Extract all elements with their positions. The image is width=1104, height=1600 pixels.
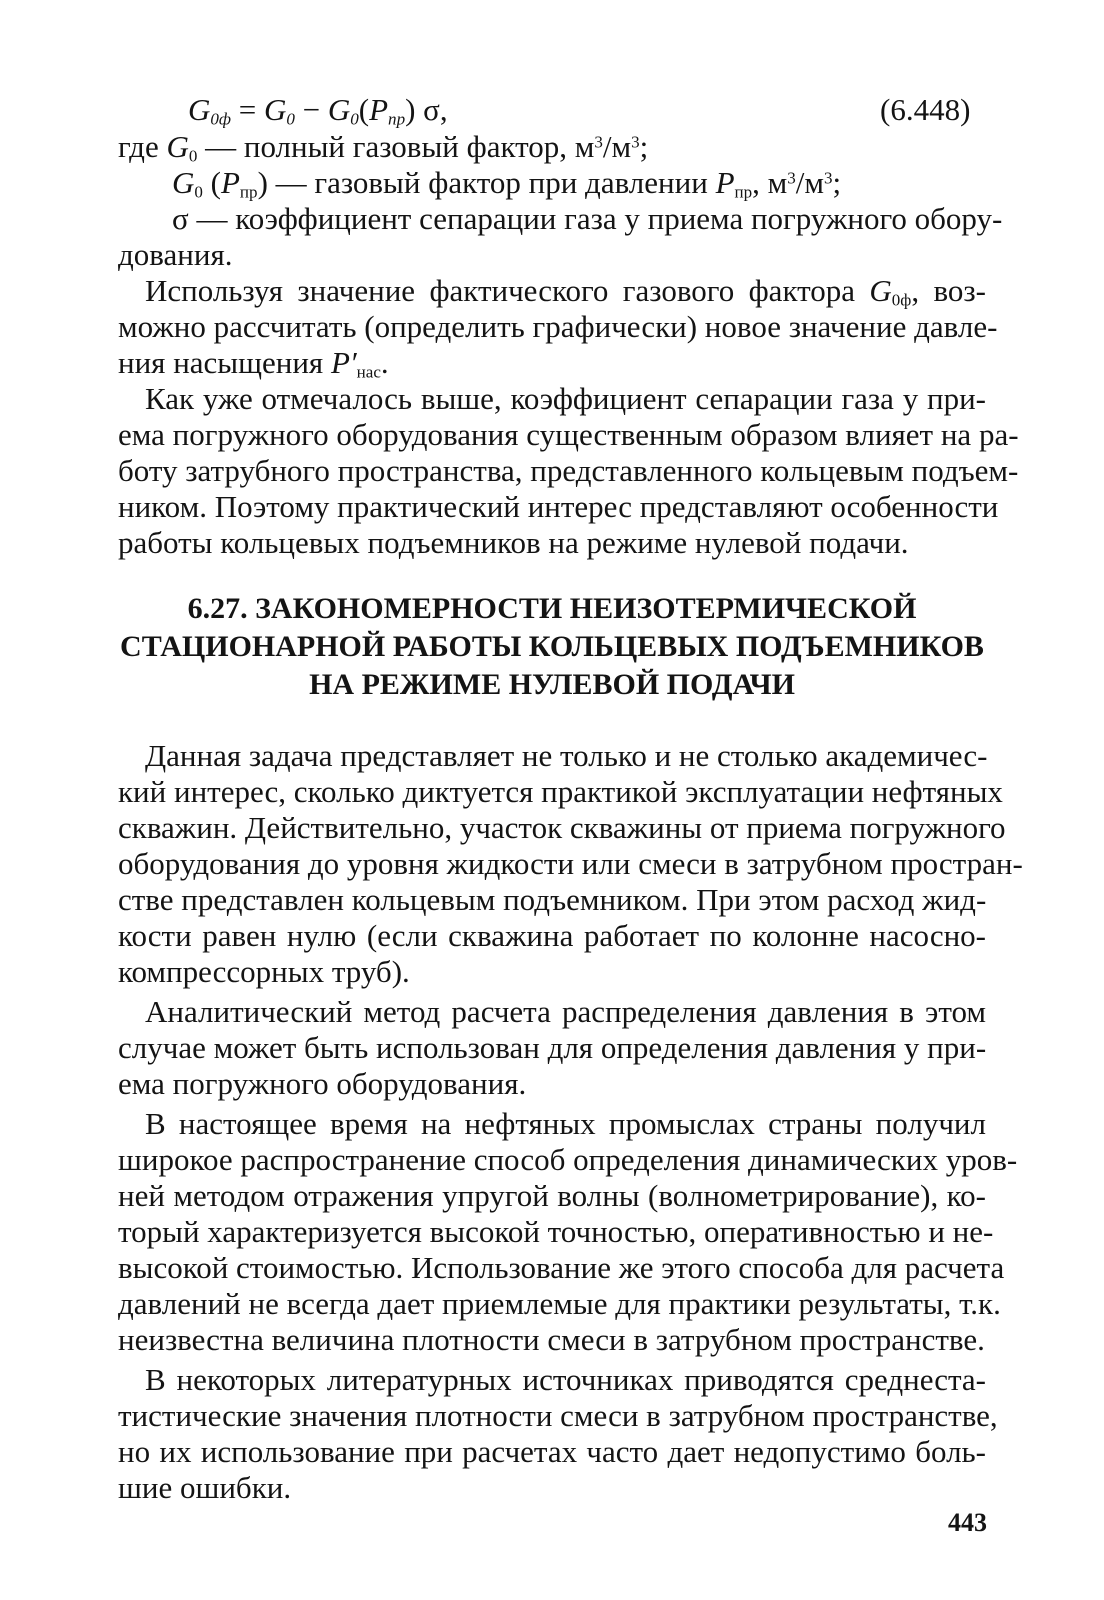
formula-subscript: 0ф [210, 109, 231, 129]
paragraph-line: оборудования до уровня жидкости или смеси в затрубном простран- [118, 846, 1023, 881]
symbol: P′ [330, 345, 357, 380]
paragraph-line: Как уже отмечалось выше, коэффициент сепарации газа у при- [145, 381, 986, 416]
subscript: нас [356, 362, 381, 382]
text: ; [639, 129, 649, 164]
paragraph-line: кости равен нулю (если скважина работает по колонне насосно- [118, 918, 986, 953]
symbol: G [166, 129, 189, 164]
symbol: P [220, 165, 240, 200]
symbol: G [172, 165, 195, 200]
text: /м [795, 165, 825, 200]
superscript: 3 [787, 168, 796, 188]
text: /м [602, 129, 632, 164]
paragraph-line: торый характеризуется высокой точностью, оперативностью и не- [118, 1214, 994, 1249]
text: , воз- [911, 273, 986, 308]
formula-subscript: пр [388, 109, 406, 129]
formula-operator: − [294, 92, 328, 127]
subscript: пр [734, 182, 753, 202]
paragraph-line: ема погружного оборудования существенным образом влияет на ра- [118, 417, 1019, 452]
paragraph-line: Аналитический метод расчета распределения давления в этом [145, 994, 986, 1029]
formula-symbol: G [188, 92, 211, 127]
formula-subscript: 0 [350, 109, 359, 129]
paragraph-line: Данная задача представляет не только и не столько академичес- [145, 738, 988, 773]
formula-symbol: G [263, 92, 287, 127]
text: ; [832, 165, 842, 200]
section-heading-line: СТАЦИОНАРНОЙ РАБОТЫ КОЛЬЦЕВЫХ ПОДЪЕМНИКОВ [120, 630, 984, 663]
text: . [380, 345, 389, 380]
formula-symbol: P [369, 92, 389, 127]
superscript: 3 [824, 168, 833, 188]
subscript: пр [239, 182, 258, 202]
superscript: 3 [594, 132, 603, 152]
paragraph-line: стве представлен кольцевым подъемником. При этом расход жид- [118, 882, 987, 917]
symbol: G [869, 273, 892, 308]
paragraph-line: ником. Поэтому практический интерес представляют особенности [118, 489, 999, 524]
definition-g0 [118, 129, 986, 165]
paragraph-line: широкое распространение способ определения динамических уров- [118, 1142, 1018, 1177]
formula-operator: = [231, 92, 264, 127]
page-number: 443 [948, 1508, 987, 1537]
subscript: 0 [194, 182, 203, 202]
paragraph-line: компрессорных труб). [118, 954, 410, 989]
paragraph-line: случае может быть использован для определения давления у при- [118, 1030, 987, 1065]
text: ) — газовый фактор при давлении [257, 165, 716, 200]
paragraph-line: высокой стоимостью. Использование же этого способа для расчета [118, 1250, 1005, 1285]
subscript: 0ф [891, 290, 912, 310]
formula-paren: ) [405, 92, 416, 127]
paragraph-line: ема погружного оборудования. [118, 1066, 527, 1101]
paragraph-line: кий интерес, сколько диктуется практикой эксплуатации нефтяных [118, 774, 1003, 809]
paragraph-line: неизвестна величина плотности смеси в затрубном пространстве. [118, 1322, 985, 1357]
paragraph-line: но их использование при расчетах часто дает недопустимо боль- [118, 1434, 986, 1469]
definition-sigma-line1: σ — коэффициент сепарации газа у приема погружного обору- [172, 201, 1003, 236]
equation-number: (6.448) [880, 92, 971, 127]
text: Используя значение фактического газового фактора [145, 273, 870, 308]
paragraph-line: шие ошибки. [118, 1470, 292, 1505]
formula-symbol: G [327, 92, 351, 127]
formula-paren: ( [358, 92, 370, 127]
text: ( [202, 165, 221, 200]
section-heading-line: 6.27. ЗАКОНОМЕРНОСТИ НЕИЗОТЕРМИЧЕСКОЙ [187, 592, 917, 625]
paragraph-line: можно рассчитать (определить графически) новое значение давле- [118, 309, 998, 344]
paragraph-line: давлений не всегда дает приемлемые для практики результаты, т.к. [118, 1286, 1001, 1321]
section-heading-line: НА РЕЖИМЕ НУЛЕВОЙ ПОДАЧИ [309, 668, 795, 701]
paragraph-line: работы кольцевых подъемников на режиме нулевой подачи. [118, 525, 909, 560]
text: — полный газовый фактор, м [197, 129, 595, 164]
paragraph-line: тистические значения плотности смеси в затрубном пространстве, [118, 1398, 998, 1433]
paragraph-line: ней методом отражения упругой волны (волнометрирование), ко- [118, 1178, 986, 1213]
formula-sigma: σ, [415, 92, 448, 127]
formula-6-448 [188, 92, 448, 128]
paragraph-line: скважин. Действительно, участок скважины от приема погружного [118, 810, 1006, 845]
paragraph-line [145, 273, 986, 309]
definition-sigma-line2: дования. [118, 237, 233, 272]
paragraph-line: В настоящее время на нефтяных промыслах страны получил [145, 1106, 986, 1141]
symbol: P [715, 165, 735, 200]
formula-subscript: 0 [286, 109, 295, 129]
paragraph-line [118, 345, 986, 381]
paragraph-line: В некоторых литературных источниках приводятся среднеста- [145, 1362, 986, 1397]
superscript: 3 [631, 132, 640, 152]
text: , м [752, 165, 788, 200]
subscript: 0 [188, 146, 198, 166]
text: ния насыщения [118, 345, 331, 380]
definition-g0-ppr [172, 165, 986, 201]
paragraph-line: боту затрубного пространства, представленного кольцевым подъем- [118, 453, 1019, 488]
text: где [118, 129, 167, 164]
